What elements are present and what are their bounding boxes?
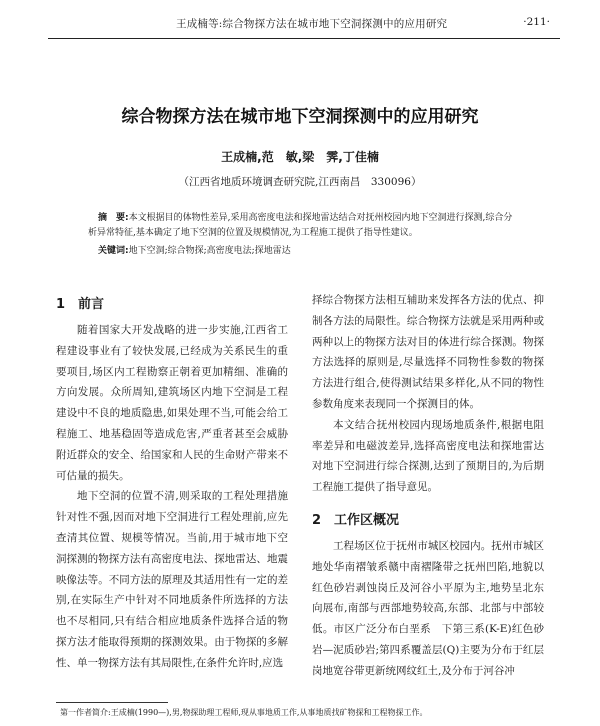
left-column <box>56 290 288 674</box>
section-number: 2 <box>312 512 322 528</box>
body-paragraph: 工程场区位于抚州市城区校园内。抚州市城区地处华南褶皱系赣中南褶隆带之抚州凹陷,地貌以红色砂岩剥蚀岗丘及河谷小平原为主,地势呈北东向展布,南部与西部地势较高,东部、北部与中部较低。市区广泛分布白垩系 下第三系(K-E)红色砂岩—泥质砂岩;第四系覆盖层(Q)主要为分布于红层岗地宽谷带更新统网纹红土,及分布于河谷冲 <box>312 539 544 677</box>
body-paragraph: 地下空洞的位置不清,则采取的工程处理措施针对性不强,因而对地下空洞进行工程处理前,应先查清其位置、规模等情况。当前,用于城市地下空洞探测的物探方法有高密度电法、探地雷达、地震映像法等。不同方法的原理及其适用性有一定的差别,在实际生产中针对不同地质条件所选择的方法也不尽相同,只有结合相应地质条件选择合适的物探方法才能取得预期的探测效果。由于物探的多解性、单一物探方法有其局限性,在条件允许时,应选 <box>56 490 288 669</box>
running-header-title: 王成楠等:综合物探方法在城市地下空洞探测中的应用研究 <box>176 18 448 30</box>
author-footnote: 第一作者简介:王成楠(1990—),男,物探助理工程师,现从事地质工作,从事地质找矿物探和工程物探工作。 <box>60 708 428 717</box>
page-number: ·211· <box>523 16 550 28</box>
author-list: 王成楠,范 敏,梁 霁,丁佳楠 <box>221 150 379 164</box>
right-column <box>312 290 544 682</box>
running-header <box>0 14 600 34</box>
keywords-label: 关键词: <box>98 246 129 256</box>
body-paragraph: 择综合物探方法相互辅助来发挥各方法的优点、抑制各方法的局限性。综合物探方法就是采用两种或两种以上的物探方法对目的体进行综合探测。物探方法选择的原则是,尽量选择不同物性参数的物探方法进行组合,使得测试结果多样化,从不同的物性参数角度来表现同一个探测目的体。 <box>312 294 544 410</box>
section-title: 前言 <box>78 297 105 312</box>
body-paragraph: 随着国家大开发战略的进一步实施,江西省工程建设事业有了较快发展,已经成为关系民生的重要项目,场区内工程勘察正朝着更加精细、准确的方向发展。众所周知,建筑场区内地下空洞是工程建设中不良的地质隐患,如果处理不当,可能会给工程施工、地基稳固等造成危害,严重者甚至会威胁附近群众的安全、给国家和人民的生命财产带来不可估量的损失。 <box>56 324 288 482</box>
header-divider <box>48 38 560 39</box>
affiliation: （江西省地质环境调查研究院,江西南昌 330096） <box>178 176 422 188</box>
section-heading-overview <box>312 506 544 536</box>
body-paragraph: 本文结合抚州校园内现场地质条件,根据电阻率差异和电磁波差异,选择高密度电法和探地雷达对地下空洞进行综合探测,达到了预期目的,为后期工程施工提供了指导意见。 <box>312 418 544 494</box>
keywords-text: 地下空洞;综合物探;高密度电法;探地雷达 <box>128 246 291 256</box>
abstract-text: 本文根据目的体物性差异,采用高密度电法和探地雷达结合对抚州校园内地下空洞进行探测,综合分析异常特征,基本确定了地下空洞的位置及规模情况,为工程施工提供了指导性建议。 <box>88 213 513 238</box>
section-number: 1 <box>56 297 66 312</box>
abstract-label: 摘 要: <box>98 213 129 223</box>
paper-title: 综合物探方法在城市地下空洞探测中的应用研究 <box>121 107 479 127</box>
section-title: 工作区概况 <box>334 512 400 528</box>
keywords <box>98 244 518 259</box>
footnote-divider <box>56 702 168 703</box>
abstract <box>88 211 518 241</box>
section-heading-intro <box>56 290 288 320</box>
